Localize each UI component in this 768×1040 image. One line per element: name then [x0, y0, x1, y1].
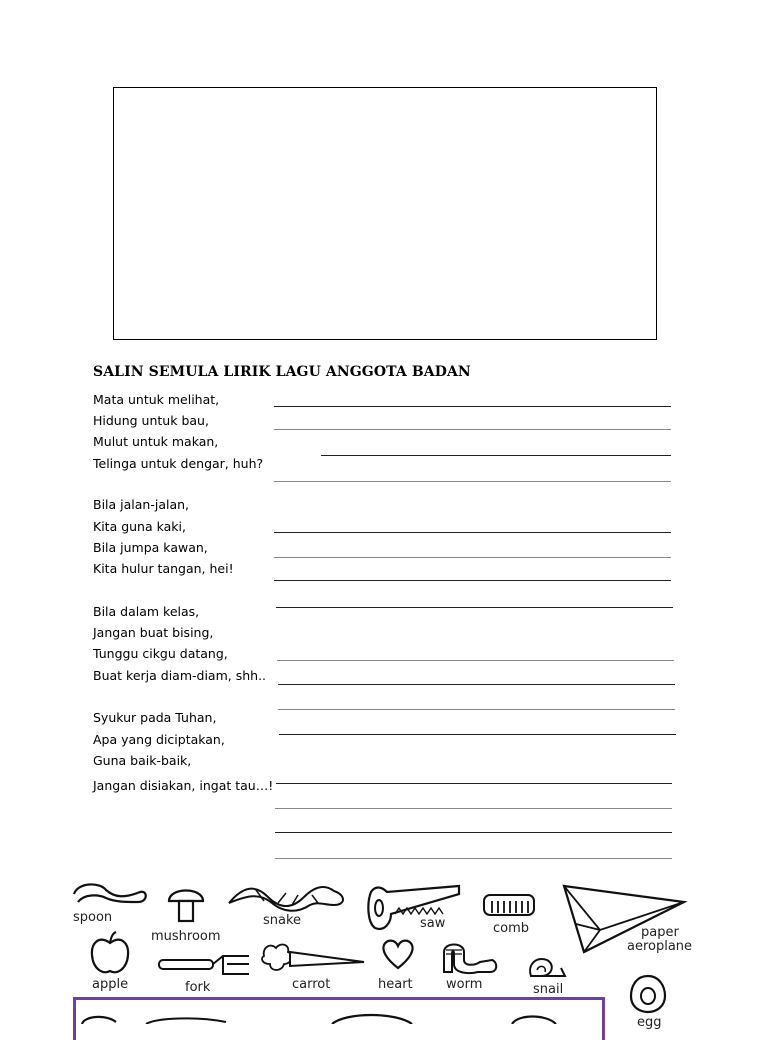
lyric-line: Bila jumpa kawan, [93, 540, 208, 555]
heart-label: heart [378, 977, 413, 992]
heart-icon [381, 938, 415, 970]
writing-line[interactable] [274, 406, 671, 407]
lyric-line: Bila jalan-jalan, [93, 497, 190, 512]
writing-line[interactable] [278, 709, 675, 710]
carrot-icon [260, 940, 370, 974]
lyric-line: Kita hulur tangan, hei! [93, 561, 234, 576]
lyric-line: Bila dalam kelas, [93, 604, 200, 619]
fork-icon [157, 950, 253, 980]
writing-line[interactable] [274, 580, 671, 581]
comb-label: comb [493, 921, 530, 936]
writing-line[interactable] [274, 429, 671, 430]
saw-label: saw [420, 916, 446, 931]
lyric-line: Guna baik-baik, [93, 753, 192, 768]
lyric-line: Jangan buat bising, [93, 625, 214, 640]
carrot-label: carrot [292, 977, 331, 992]
lyric-line: Kita guna kaki, [93, 519, 186, 534]
lyric-line: Mulut untuk makan, [93, 434, 219, 449]
writing-line[interactable] [278, 684, 675, 685]
comb-icon [482, 893, 536, 917]
saw-icon [365, 884, 463, 934]
writing-line[interactable] [274, 481, 671, 482]
worm-label: worm [446, 977, 483, 992]
box-pictures-partial [76, 1008, 596, 1024]
lyric-line: Buat kerja diam-diam, shh.. [93, 668, 267, 683]
apple-icon [89, 931, 131, 977]
writing-line[interactable] [274, 532, 671, 533]
mushroom-icon [166, 883, 206, 925]
mushroom-label: mushroom [151, 929, 221, 944]
lyric-line: Apa yang diciptakan, [93, 732, 225, 747]
writing-line[interactable] [275, 808, 672, 809]
writing-line[interactable] [276, 607, 673, 608]
lyric-line: Jangan disiakan, ingat tau…! [93, 778, 274, 793]
drawing-box [113, 87, 657, 340]
fork-label: fork [185, 980, 211, 995]
lyric-line: Telinga untuk dengar, huh? [93, 456, 264, 471]
egg-icon [629, 974, 667, 1014]
lyric-line: Syukur pada Tuhan, [93, 710, 217, 725]
snail-icon [527, 954, 569, 980]
lyric-line: Mata untuk melihat, [93, 392, 220, 407]
writing-line[interactable] [275, 832, 672, 833]
paper-aeroplane-label-1: paper [641, 925, 679, 940]
snake-label: snake [263, 913, 302, 928]
paper-aeroplane-label-2: aeroplane [627, 939, 693, 954]
lyric-line: Tunggu cikgu datang, [93, 646, 228, 661]
lyric-line: Hidung untuk bau, [93, 413, 209, 428]
apple-label: apple [92, 977, 129, 992]
spoon-label: spoon [73, 910, 113, 925]
writing-line[interactable] [276, 783, 672, 784]
snake-icon [226, 881, 348, 913]
writing-line[interactable] [277, 660, 674, 661]
worm-icon [440, 940, 500, 976]
egg-label: egg [637, 1015, 662, 1030]
writing-line[interactable] [279, 734, 676, 735]
page-title: SALIN SEMULA LIRIK LAGU ANGGOTA BADAN [93, 364, 471, 380]
writing-line[interactable] [321, 455, 671, 456]
spoon-icon [70, 880, 150, 910]
writing-line[interactable] [274, 557, 671, 558]
writing-line[interactable] [275, 858, 672, 859]
snail-label: snail [533, 982, 564, 997]
